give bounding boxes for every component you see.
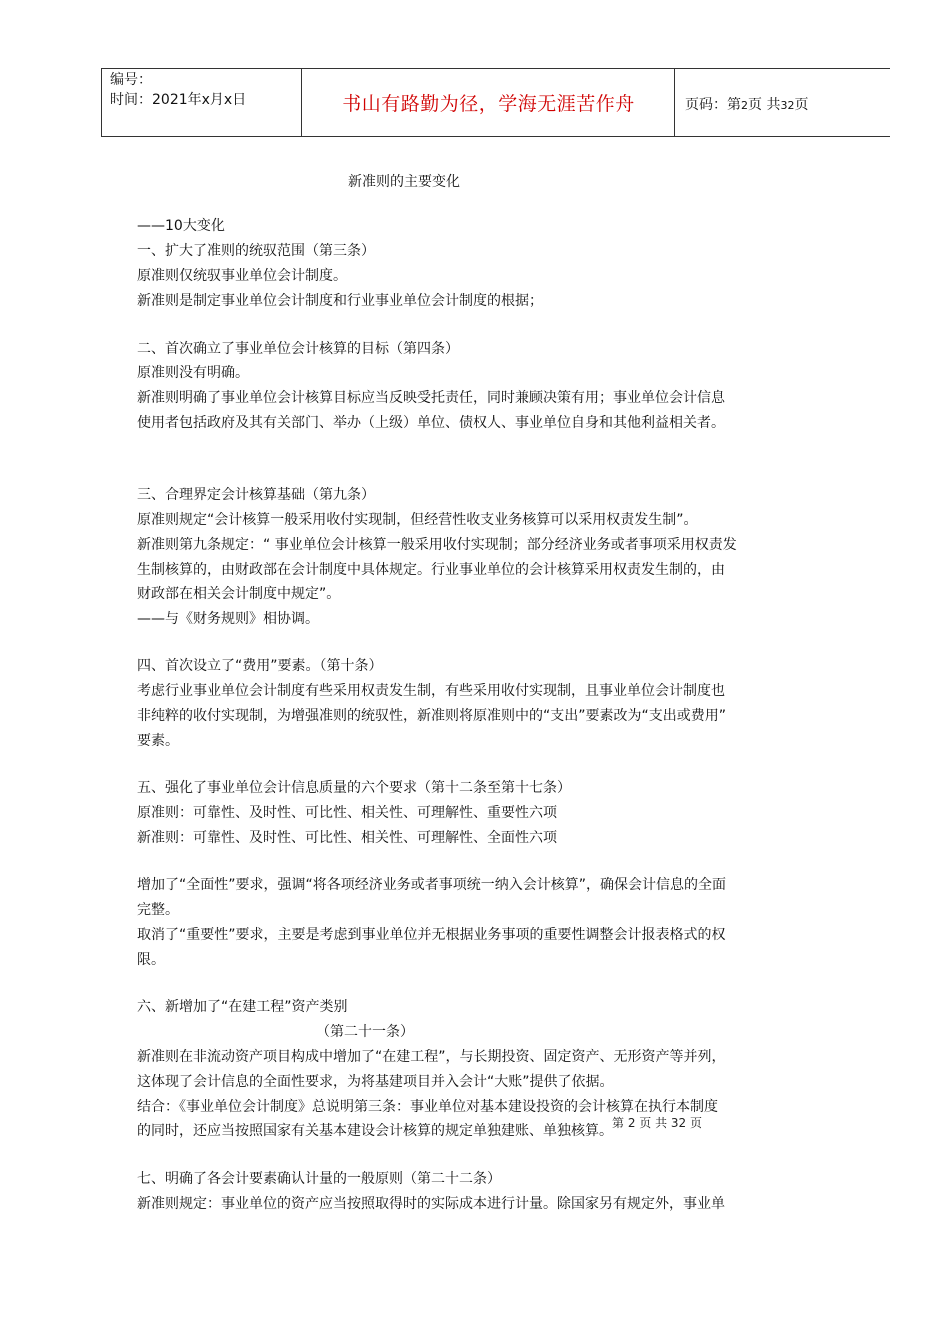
- text-line: 新准则第九条规定：“ 事业单位会计核算一般采用收付实现制；部分经济业务或者事项采用权责发: [137, 537, 737, 553]
- text-line: 六、新增加了“在建工程”资产类别: [137, 999, 348, 1015]
- document-header: [101, 68, 890, 137]
- text-line: 限。: [137, 952, 165, 968]
- page-total: 32: [780, 99, 795, 112]
- text-line: 取消了“重要性”要求，主要是考虑到事业单位并无根据业务事项的重要性调整会计报表格式的权: [137, 927, 726, 943]
- page-prefix: 页码：第: [685, 97, 741, 113]
- header-motto-cell: [301, 69, 675, 136]
- header-page-cell: [674, 69, 891, 136]
- text-line: 非纯粹的收付实现制，为增强准则的统驭性，新准则将原准则中的“支出”要素改为“支出或费用”: [137, 708, 727, 724]
- text-line: 新准则在非流动资产项目构成中增加了“在建工程”，与长期投资、固定资产、无形资产等并列，: [137, 1049, 726, 1065]
- text-line: 新准则是制定事业单位会计制度和行业事业单位会计制度的根据；: [137, 293, 543, 309]
- text-line: 五、强化了事业单位会计信息质量的六个要求（第十二条至第十七条）: [137, 780, 571, 796]
- text-line: 财政部在相关会计制度中规定”。: [137, 586, 341, 602]
- text-line: 原准则没有明确。: [137, 365, 249, 381]
- motto: 书山有路勤为径，学海无涯苦作舟: [342, 93, 635, 115]
- text-line: 原准则仅统驭事业单位会计制度。: [137, 268, 347, 284]
- page-info: [685, 94, 808, 114]
- text-line: 结合：《事业单位会计制度》总说明第三条：事业单位对基本建设投资的会计核算在执行本制度: [137, 1099, 718, 1115]
- text-line: 使用者包括政府及其有关部门、举办（上级）单位、债权人、事业单位自身和其他利益相关者。: [137, 415, 725, 431]
- text-line: 的同时，还应当按照国家有关基本建设会计核算的规定单独建账、单独核算。: [137, 1123, 613, 1139]
- text-line: 四、首次设立了“费用”要素。（第十条）: [137, 658, 383, 674]
- text-line: 增加了“全面性”要求，强调“将各项经济业务或者事项统一纳入会计核算”，确保会计信息的全面: [137, 877, 727, 893]
- number-label: 编号：: [110, 72, 152, 88]
- time-label: 时间：2021年x月x日: [110, 92, 247, 108]
- text-line: 完整。: [137, 902, 179, 918]
- text-line: 七、明确了各会计要素确认计量的一般原则（第二十二条）: [137, 1171, 501, 1187]
- text-line: 二、首次确立了事业单位会计核算的目标（第四条）: [137, 341, 459, 357]
- text-line: 新准则：可靠性、及时性、可比性、相关性、可理解性、全面性六项: [137, 830, 557, 846]
- text-line: 考虑行业事业单位会计制度有些采用权责发生制，有些采用收付实现制，且事业单位会计制度也: [137, 683, 725, 699]
- header-info-cell: [101, 69, 302, 136]
- page-suffix: 页: [794, 97, 809, 113]
- text-line: ——10大变化: [137, 218, 225, 234]
- text-line: 要素。: [137, 733, 179, 749]
- text-line: 一、扩大了准则的统驭范围（第三条）: [137, 243, 375, 259]
- text-line: 三、合理界定会计核算基础（第九条）: [137, 487, 375, 503]
- text-line: 这体现了会计信息的全面性要求，为将基建项目并入会计“大账”提供了依据。: [137, 1074, 614, 1090]
- document-title: 新准则的主要变化: [348, 174, 460, 190]
- page-current: 2: [741, 99, 748, 112]
- text-line: 生制核算的，由财政部在会计制度中具体规定。行业事业单位的会计核算采用权责发生制的，由: [137, 562, 725, 578]
- text-line: 新准则明确了事业单位会计核算目标应当反映受托责任，同时兼顾决策有用；事业单位会计信息: [137, 390, 725, 406]
- text-line: ——与《财务规则》相协调。: [137, 611, 319, 627]
- text-line: 新准则规定：事业单位的资产应当按照取得时的实际成本进行计量。除国家另有规定外，事业单: [137, 1196, 725, 1212]
- text-line: 原准则规定“会计核算一般采用收付实现制，但经营性收支业务核算可以采用权责发生制”。: [137, 512, 698, 528]
- page-middle: 页 共: [748, 97, 781, 113]
- text-line: 原准则：可靠性、及时性、可比性、相关性、可理解性、重要性六项: [137, 805, 557, 821]
- text-line: （第二十一条）: [316, 1024, 414, 1040]
- page-footer: 第 2 页 共 32 页: [612, 1116, 702, 1130]
